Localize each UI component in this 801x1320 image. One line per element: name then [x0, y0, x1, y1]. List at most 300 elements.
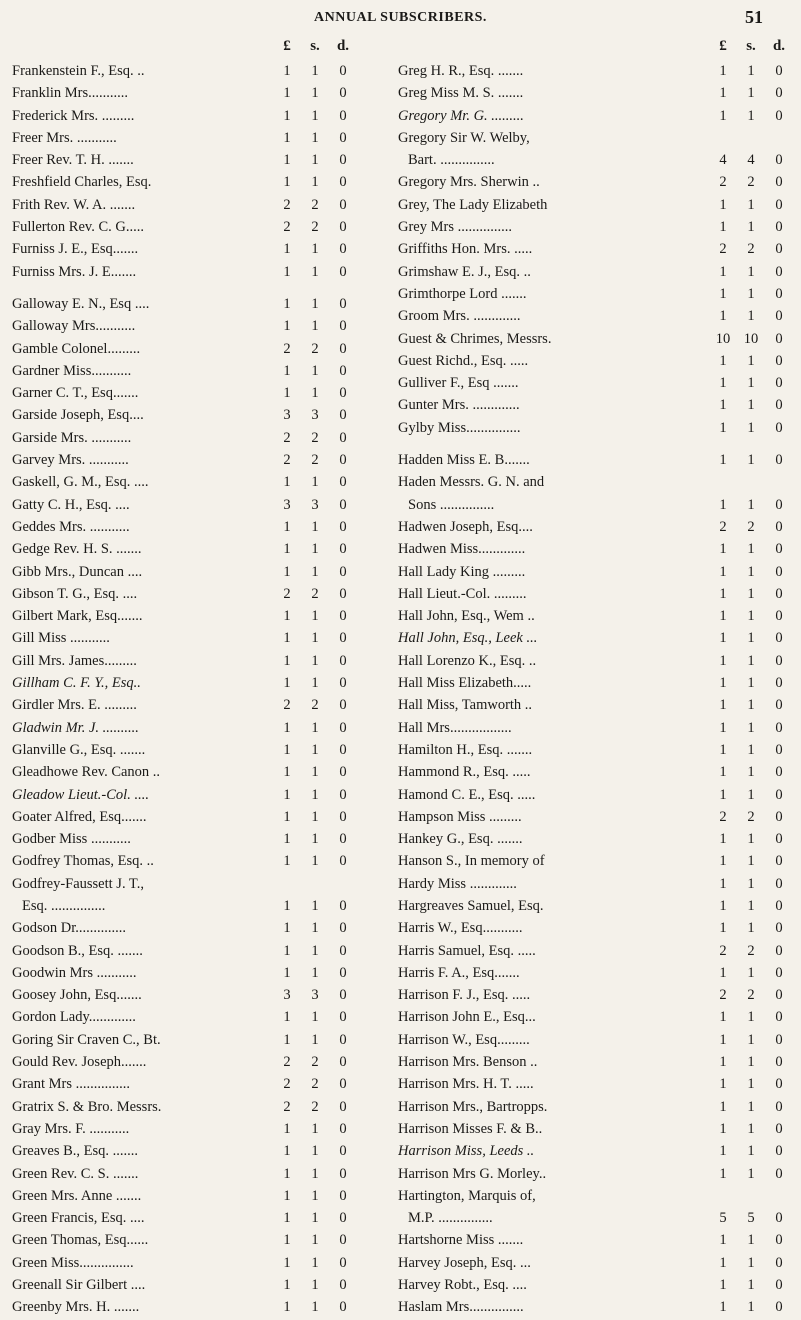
pence-value: 0 — [339, 831, 347, 848]
subscriber-name: Hall Lady King ......... — [398, 563, 526, 580]
pence-value: 0 — [775, 85, 783, 102]
pence-value: 0 — [775, 1210, 783, 1227]
pence-value: 0 — [339, 1232, 347, 1249]
subscriber-name: Garvey Mrs. ........... — [12, 452, 129, 469]
shillings-value: 1 — [747, 1031, 755, 1048]
shillings-value: 1 — [747, 719, 755, 736]
shillings-value: 1 — [311, 152, 319, 169]
pounds-value: 1 — [719, 219, 727, 236]
shillings-value: 1 — [747, 964, 755, 981]
shillings-value: 1 — [747, 1165, 755, 1182]
subscriber-name: Hall Miss Elizabeth..... — [398, 675, 532, 692]
subscriber-row — [398, 238, 793, 260]
subscriber-name: Garside Joseph, Esq.... — [12, 407, 144, 424]
subscriber-row — [12, 984, 357, 1006]
shillings-value: 1 — [747, 397, 755, 414]
pence-value: 0 — [775, 196, 783, 213]
pence-value: 0 — [775, 719, 783, 736]
shillings-value: 3 — [311, 987, 319, 1004]
pence-value: 0 — [339, 1031, 347, 1048]
shillings-value: 1 — [311, 764, 319, 781]
subscriber-row — [12, 806, 357, 828]
subscriber-name: Greenby Mrs. H. ....... — [12, 1299, 140, 1316]
pence-value: 0 — [339, 1076, 347, 1093]
subscriber-name: Godfrey-Faussett J. T., — [12, 875, 144, 892]
pence-header: d. — [336, 38, 350, 54]
pounds-value: 1 — [283, 129, 291, 146]
pounds-header: £ — [719, 38, 727, 54]
pounds-value: 1 — [719, 1299, 727, 1316]
subscriber-row — [12, 171, 357, 193]
pence-value: 0 — [339, 630, 347, 647]
pence-value: 0 — [775, 285, 783, 302]
subscriber-name: Griffiths Hon. Mrs. ..... — [398, 241, 533, 258]
pence-value — [765, 1185, 793, 1207]
pence-value: 0 — [339, 429, 347, 446]
pence-value: 0 — [775, 107, 783, 124]
pence-value: 0 — [339, 340, 347, 357]
pence-value: 0 — [775, 1076, 783, 1093]
subscriber-row — [398, 1073, 793, 1095]
subscriber-name: Gatty C. H., Esq. .... — [12, 496, 130, 513]
pence-value: 0 — [775, 1277, 783, 1294]
pence-value: 0 — [775, 608, 783, 625]
subscriber-name: Green Miss............... — [12, 1254, 134, 1271]
subscriber-name: Grey, The Lady Elizabeth — [398, 196, 548, 213]
subscriber-row — [398, 1051, 793, 1073]
subscriber-row — [398, 850, 793, 872]
pounds-value: 1 — [719, 1054, 727, 1071]
pounds-value: 1 — [719, 263, 727, 280]
pence-value: 0 — [339, 1277, 347, 1294]
shillings-value: 1 — [311, 1187, 319, 1204]
pence-value: 0 — [775, 764, 783, 781]
shillings-value: 1 — [311, 719, 319, 736]
pence-value — [765, 127, 793, 149]
pounds-value: 1 — [283, 719, 291, 736]
pounds-value: 1 — [719, 741, 727, 758]
subscriber-name: Goring Sir Craven C., Bt. — [12, 1031, 161, 1048]
pence-value: 0 — [339, 452, 347, 469]
pence-value: 0 — [775, 518, 783, 535]
shillings-value: 2 — [747, 241, 755, 258]
pounds-value: 1 — [719, 1254, 727, 1271]
pounds-value: 1 — [283, 1299, 291, 1316]
subscriber-row — [12, 382, 357, 404]
subscriber-row — [12, 583, 357, 605]
pounds-value: 1 — [719, 608, 727, 625]
page-header — [0, 6, 801, 34]
subscriber-row — [398, 1252, 793, 1274]
subscriber-row — [398, 583, 793, 605]
pence-value: 0 — [775, 741, 783, 758]
shillings-header: s. — [746, 38, 756, 54]
subscriber-row — [398, 784, 793, 806]
shillings-value: 1 — [311, 263, 319, 280]
subscriber-row — [398, 1140, 793, 1162]
pence-value: 0 — [339, 719, 347, 736]
subscriber-row — [12, 238, 357, 260]
pounds-value: 1 — [283, 942, 291, 959]
subscriber-name: Gregory Sir W. Welby, — [398, 129, 530, 146]
shillings-value: 1 — [747, 496, 755, 513]
subscriber-row — [398, 1029, 793, 1051]
pounds-value: 1 — [283, 853, 291, 870]
subscriber-name: Garner C. T., Esq....... — [12, 385, 139, 402]
pounds-value: 1 — [283, 1009, 291, 1026]
subscriber-row — [398, 761, 793, 783]
subscriber-name: Geddes Mrs. ........... — [12, 518, 130, 535]
pence-value: 0 — [339, 697, 347, 714]
subscriber-name: Harrison Misses F. & B.. — [398, 1120, 543, 1137]
subscriber-row — [398, 394, 793, 416]
subscriber-name: Gregory Mr. G. ......... — [398, 107, 524, 124]
pence-value: 0 — [339, 1187, 347, 1204]
pounds-value: 1 — [283, 474, 291, 491]
shillings-value: 1 — [311, 831, 319, 848]
shillings-value: 1 — [311, 241, 319, 258]
shillings-value: 1 — [747, 107, 755, 124]
pence-value: 0 — [339, 1210, 347, 1227]
pence-value: 0 — [339, 1009, 347, 1026]
pence-value: 0 — [775, 875, 783, 892]
subscriber-row — [12, 127, 357, 149]
subscriber-name: Harris Samuel, Esq. ..... — [398, 942, 536, 959]
shillings-value: 2 — [311, 429, 319, 446]
subscriber-name: Green Thomas, Esq...... — [12, 1232, 149, 1249]
subscriber-row — [12, 761, 357, 783]
subscriber-row — [12, 60, 357, 82]
shillings-value: 1 — [311, 630, 319, 647]
subscriber-name: Guest Richd., Esq. ..... — [398, 352, 529, 369]
shillings-value: 1 — [311, 1143, 319, 1160]
subscriber-name: Harvey Joseph, Esq. ... — [398, 1254, 531, 1271]
subscriber-name: Bart. ............... — [408, 152, 495, 169]
pence-value: 0 — [775, 375, 783, 392]
pence-value: 0 — [339, 385, 347, 402]
pounds-value: 1 — [283, 741, 291, 758]
pence-value: 0 — [775, 241, 783, 258]
shillings-value: 1 — [311, 808, 319, 825]
subscriber-name: Harris W., Esq........... — [398, 920, 523, 937]
subscriber-name: Hall Lorenzo K., Esq. .. — [398, 652, 537, 669]
shillings-value: 1 — [747, 85, 755, 102]
subscriber-column-left — [12, 38, 357, 1319]
subscriber-name: Green Mrs. Anne ....... — [12, 1187, 142, 1204]
pounds-value: 1 — [719, 1277, 727, 1294]
pounds-value: 1 — [719, 1120, 727, 1137]
pounds-value: 1 — [719, 419, 727, 436]
subscriber-name: Goater Alfred, Esq....... — [12, 808, 147, 825]
shillings-value: 2 — [311, 219, 319, 236]
pounds-value: 1 — [283, 1120, 291, 1137]
pounds-value: 1 — [283, 1143, 291, 1160]
shillings-value: 1 — [311, 318, 319, 335]
subscriber-row — [12, 1252, 357, 1274]
pounds-value: 1 — [719, 1098, 727, 1115]
pence-value: 0 — [339, 987, 347, 1004]
pence-value: 0 — [775, 987, 783, 1004]
pence-value: 0 — [339, 407, 347, 424]
shillings-value: 1 — [311, 385, 319, 402]
shillings-value: 1 — [311, 608, 319, 625]
subscriber-row — [398, 828, 793, 850]
shillings-value: 4 — [747, 152, 755, 169]
shillings-value: 1 — [311, 964, 319, 981]
subscriber-name: Guest & Chrimes, Messrs. — [398, 330, 552, 347]
shillings-value: 1 — [747, 1076, 755, 1093]
pence-value: 0 — [775, 397, 783, 414]
shillings-value — [301, 873, 329, 895]
subscriber-name: Furniss Mrs. J. E....... — [12, 263, 137, 280]
pounds-value: 1 — [719, 375, 727, 392]
subscriber-name: Gould Rev. Joseph....... — [12, 1054, 147, 1071]
subscriber-name: Haslam Mrs............... — [398, 1299, 524, 1316]
pounds-value: 1 — [719, 1143, 727, 1160]
pence-value: 0 — [339, 518, 347, 535]
pounds-value: 1 — [719, 196, 727, 213]
subscriber-name: Hadden Miss E. B....... — [398, 452, 530, 469]
shillings-value: 1 — [747, 697, 755, 714]
subscriber-row — [12, 650, 357, 672]
shillings-value: 1 — [311, 1277, 319, 1294]
subscriber-name: Greaves B., Esq. ....... — [12, 1143, 139, 1160]
subscriber-name: Gordon Lady............. — [12, 1009, 136, 1026]
pence-value: 0 — [339, 152, 347, 169]
subscriber-row — [398, 1274, 793, 1296]
subscriber-row — [398, 917, 793, 939]
pence-value: 0 — [775, 263, 783, 280]
subscriber-row — [398, 216, 793, 238]
pounds-value: 2 — [283, 219, 291, 236]
subscriber-row — [12, 1051, 357, 1073]
shillings-value: 1 — [311, 741, 319, 758]
subscriber-name: Gardner Miss........... — [12, 362, 132, 379]
subscriber-name: Gladwin Mr. J. .......... — [12, 719, 139, 736]
shillings-value: 1 — [747, 630, 755, 647]
subscriber-row — [398, 449, 793, 471]
shillings-value: 1 — [747, 764, 755, 781]
subscriber-name: Gaskell, G. M., Esq. .... — [12, 474, 149, 491]
subscriber-row — [398, 940, 793, 962]
subscriber-row — [398, 261, 793, 283]
pence-value: 0 — [339, 474, 347, 491]
subscriber-row — [12, 538, 357, 560]
pounds-value: 1 — [283, 541, 291, 558]
pence-value: 0 — [339, 563, 347, 580]
pounds-value: 1 — [283, 675, 291, 692]
subscriber-row — [12, 917, 357, 939]
shillings-value: 2 — [311, 1054, 319, 1071]
pence-value: 0 — [775, 1299, 783, 1316]
subscriber-name: Frith Rev. W. A. ....... — [12, 196, 136, 213]
subscriber-row — [12, 1163, 357, 1185]
shillings-value: 1 — [747, 541, 755, 558]
pounds-value: 2 — [283, 1076, 291, 1093]
pounds-value: 1 — [719, 1031, 727, 1048]
pounds-value: 2 — [283, 196, 291, 213]
shillings-value: 1 — [747, 452, 755, 469]
pounds-value: 1 — [719, 897, 727, 914]
shillings-value: 10 — [743, 330, 759, 347]
subscriber-name: Gulliver F., Esq ....... — [398, 375, 519, 392]
subscriber-name: Green Rev. C. S. ....... — [12, 1165, 139, 1182]
pounds-value: 1 — [719, 63, 727, 79]
subscriber-name: Frankenstein F., Esq. .. — [12, 63, 145, 79]
pence-value: 0 — [339, 241, 347, 258]
pence-value: 0 — [339, 808, 347, 825]
pounds-value: 1 — [719, 764, 727, 781]
subscriber-name: Gleadow Lieut.-Col. .... — [12, 786, 149, 803]
subscriber-name: Godson Dr.............. — [12, 920, 126, 937]
subscriber-row — [12, 561, 357, 583]
pounds-value: 1 — [719, 563, 727, 580]
subscriber-name: Hamilton H., Esq. ....... — [398, 741, 533, 758]
shillings-value: 1 — [747, 652, 755, 669]
shillings-value: 1 — [311, 853, 319, 870]
pounds-value: 1 — [283, 1031, 291, 1048]
pence-value: 0 — [339, 174, 347, 191]
pounds-value: 1 — [283, 563, 291, 580]
pounds-value: 2 — [283, 452, 291, 469]
subscriber-name: Goodwin Mrs ........... — [12, 964, 137, 981]
pounds-value: 1 — [283, 152, 291, 169]
subscriber-row — [398, 739, 793, 761]
subscriber-name: Hall John, Esq., Wem .. — [398, 608, 535, 625]
pence-value: 0 — [775, 697, 783, 714]
pence-value: 0 — [775, 563, 783, 580]
subscriber-name: Galloway E. N., Esq .... — [12, 295, 150, 312]
subscriber-name: Furniss J. E., Esq....... — [12, 241, 139, 258]
page-title: ANNUAL SUBSCRIBERS. — [314, 10, 487, 25]
pence-value: 0 — [339, 1254, 347, 1271]
shillings-value: 1 — [747, 308, 755, 325]
subscriber-name: Hadwen Miss............. — [398, 541, 526, 558]
subscriber-name: Hanson S., In memory of — [398, 853, 545, 870]
pounds-value: 1 — [719, 1165, 727, 1182]
subscriber-column-right — [398, 38, 793, 1319]
subscriber-row — [398, 1006, 793, 1028]
pounds-value: 1 — [283, 295, 291, 312]
pounds-value: 1 — [719, 1009, 727, 1026]
subscriber-name: Hall Miss, Tamworth .. — [398, 697, 533, 714]
pounds-value: 1 — [283, 385, 291, 402]
pounds-value: 1 — [283, 1187, 291, 1204]
pounds-value: 1 — [719, 585, 727, 602]
pence-value: 0 — [339, 196, 347, 213]
pounds-value: 1 — [283, 920, 291, 937]
pounds-value: 1 — [719, 652, 727, 669]
pounds-value: 1 — [283, 897, 291, 914]
pounds-value: 1 — [283, 63, 291, 79]
pence-value: 0 — [775, 541, 783, 558]
pence-value: 0 — [775, 1120, 783, 1137]
subscriber-name: Gill Mrs. James......... — [12, 652, 137, 669]
pence-value: 0 — [775, 808, 783, 825]
subscriber-row — [12, 449, 357, 471]
subscriber-row — [12, 1029, 357, 1051]
subscriber-row — [398, 627, 793, 649]
pence-value: 0 — [339, 85, 347, 102]
pounds-value: 1 — [283, 964, 291, 981]
shillings-value: 1 — [747, 563, 755, 580]
section-gap — [12, 283, 357, 293]
subscriber-row — [12, 850, 357, 872]
pence-value: 0 — [339, 1143, 347, 1160]
currency-header — [398, 38, 793, 60]
subscriber-name: Harrison John E., Esq... — [398, 1009, 536, 1026]
subscriber-row — [398, 194, 793, 216]
shillings-value: 1 — [747, 63, 755, 79]
subscriber-name: Hall Lieut.-Col. ......... — [398, 585, 527, 602]
shillings-value: 1 — [311, 518, 319, 535]
shillings-value: 1 — [747, 1120, 755, 1137]
subscriber-row — [398, 471, 793, 493]
pounds-value: 5 — [719, 1210, 727, 1227]
subscriber-name: Garside Mrs. ........... — [12, 429, 132, 446]
pence-value: 0 — [775, 452, 783, 469]
pounds-value: 1 — [283, 1210, 291, 1227]
shillings-value: 2 — [311, 1098, 319, 1115]
shillings-value: 1 — [311, 474, 319, 491]
subscriber-row — [398, 516, 793, 538]
subscriber-list-right — [398, 60, 793, 1319]
shillings-value — [737, 1185, 765, 1207]
pence-value: 0 — [339, 219, 347, 236]
subscriber-row — [12, 1006, 357, 1028]
subscriber-name: Franklin Mrs........... — [12, 85, 128, 102]
shillings-value: 1 — [311, 1031, 319, 1048]
pounds-value: 2 — [719, 942, 727, 959]
subscriber-row — [12, 1096, 357, 1118]
shillings-value: 1 — [311, 1232, 319, 1249]
subscriber-row — [398, 873, 793, 895]
subscriber-row — [398, 806, 793, 828]
shillings-value: 3 — [311, 407, 319, 424]
pounds-value: 1 — [283, 318, 291, 335]
pence-value: 0 — [339, 1165, 347, 1182]
pence-value: 0 — [775, 897, 783, 914]
shillings-value: 2 — [747, 808, 755, 825]
pounds-value: 1 — [719, 496, 727, 513]
shillings-value: 1 — [747, 1009, 755, 1026]
shillings-value: 1 — [747, 285, 755, 302]
pounds-value: 1 — [283, 362, 291, 379]
subscriber-row — [12, 471, 357, 493]
subscriber-row — [398, 105, 793, 127]
subscriber-name: Gilbert Mark, Esq....... — [12, 608, 143, 625]
subscriber-row — [12, 427, 357, 449]
subscriber-name: Hall John, Esq., Leek ... — [398, 630, 538, 647]
shillings-value: 1 — [311, 652, 319, 669]
pounds-value: 1 — [283, 1277, 291, 1294]
subscriber-name: Gillham C. F. Y., Esq.. — [12, 675, 141, 692]
subscriber-name: Harrison F. J., Esq. ..... — [398, 987, 531, 1004]
shillings-value: 1 — [311, 362, 319, 379]
subscriber-row — [398, 1163, 793, 1185]
shillings-value: 1 — [747, 1277, 755, 1294]
subscriber-row — [398, 127, 793, 149]
pence-value: 0 — [339, 764, 347, 781]
subscriber-row — [398, 60, 793, 82]
pounds-value: 1 — [719, 397, 727, 414]
subscriber-row — [398, 672, 793, 694]
pounds-value: 1 — [283, 1254, 291, 1271]
subscriber-row — [398, 1185, 793, 1207]
shillings-value — [737, 127, 765, 149]
subscriber-row — [12, 516, 357, 538]
subscriber-name: Glanville G., Esq. ....... — [12, 741, 146, 758]
